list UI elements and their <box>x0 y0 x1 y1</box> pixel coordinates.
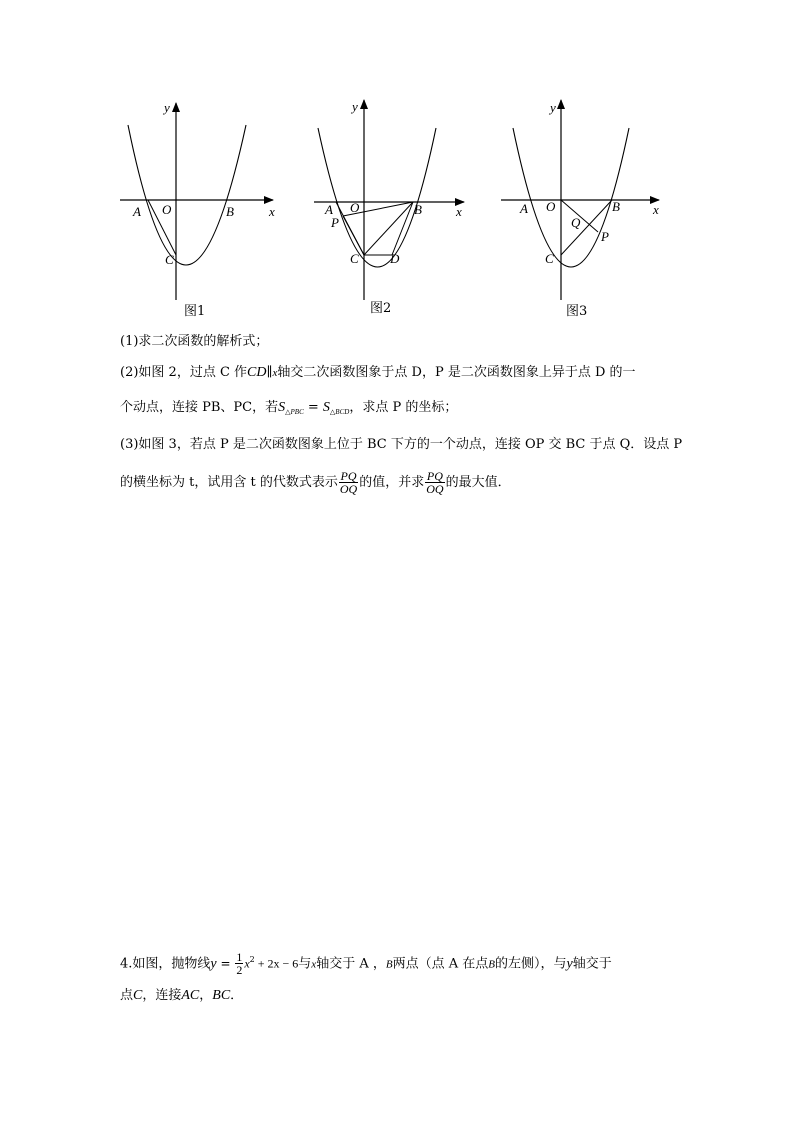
text: ． <box>230 988 244 1003</box>
label-x: x <box>269 204 275 219</box>
label-d: D <box>390 251 400 266</box>
question-3-line-1 <box>120 436 682 454</box>
label-o: O <box>546 199 556 214</box>
label-b: B <box>226 204 234 219</box>
fraction-denominator: OQ <box>339 482 358 496</box>
fraction-numerator: PQ <box>426 469 443 483</box>
label-y: y <box>352 99 358 114</box>
text: 两点（点 A 在点 <box>392 956 489 972</box>
math-ac: AC <box>181 988 200 1003</box>
label-x: x <box>456 204 462 219</box>
parallel-symbol: ∥ <box>266 365 273 380</box>
label-a: A <box>325 202 333 217</box>
parabola <box>513 128 629 267</box>
figure-3 <box>495 92 675 324</box>
math-s-pbc: S <box>278 400 286 415</box>
math-y-2: y <box>566 956 573 972</box>
segment-bd <box>392 202 413 255</box>
text: 的横坐标为 t，试用含 t 的代数式表示 <box>120 475 338 490</box>
segment-pc <box>343 216 364 255</box>
math-x: x <box>272 367 278 379</box>
text: ，求点 P 的坐标； <box>349 400 458 415</box>
problem-4-line-2 <box>120 987 243 1005</box>
text: 的最大值． <box>445 475 511 490</box>
math-b: B <box>385 958 393 971</box>
text: 与 <box>298 956 312 972</box>
question-1 <box>120 333 268 351</box>
question-2-line-1 <box>120 364 636 382</box>
math-cd: CD <box>247 365 267 380</box>
text: 轴交于 <box>572 956 612 972</box>
label-c: C <box>350 251 359 266</box>
fraction-denominator: 2 <box>236 963 243 978</box>
fraction-pq-oq <box>339 470 358 495</box>
question-1-text: (1)求二次函数的解析式； <box>120 334 269 349</box>
text: (2)如图 2，过点 C 作 <box>120 365 248 380</box>
math-s-bcd-sub: △BCD <box>329 408 350 416</box>
label-x: x <box>653 202 659 217</box>
fraction-one-half <box>235 951 243 976</box>
label-y: y <box>164 100 170 115</box>
label-p: P <box>331 215 339 230</box>
label-b: B <box>414 202 422 217</box>
math-s-bcd: S <box>322 400 330 415</box>
figure-2 <box>306 92 486 322</box>
figure-1-caption: 图1 <box>184 304 206 319</box>
question-2-line-2 <box>120 399 457 421</box>
segment-bc <box>561 200 612 255</box>
figure-3-caption: 图3 <box>566 304 588 319</box>
fraction-pq-oq-2 <box>425 470 444 495</box>
math-c: C <box>133 988 143 1003</box>
math-equals: = <box>303 400 323 415</box>
math-exponent: 2 <box>249 955 255 964</box>
label-c: C <box>165 252 174 267</box>
text: 点 <box>120 988 134 1003</box>
text: 个动点，连接 PB、PC，若 <box>120 400 279 415</box>
parabola <box>128 125 246 265</box>
text: 的左侧），与 <box>494 956 567 972</box>
label-a: A <box>520 201 528 216</box>
math-y: y <box>210 956 217 972</box>
fraction-denominator: OQ <box>426 482 444 496</box>
text: ，连接 <box>142 988 182 1003</box>
text: ， <box>199 988 213 1003</box>
label-y: y <box>550 100 556 115</box>
label-o: O <box>350 200 360 215</box>
label-p: P <box>601 229 609 244</box>
problem-4-line-1 <box>120 943 612 981</box>
math-rest: + 2x − 6 <box>254 956 299 971</box>
math-s-pbc-sub: △PBC <box>285 408 304 416</box>
math-b-2: B <box>488 958 495 971</box>
text: 的值，并求 <box>359 475 425 490</box>
figure-1 <box>110 95 290 325</box>
question-3-line-2 <box>120 466 511 500</box>
fraction-numerator: PQ <box>340 469 357 483</box>
math-x: x <box>244 956 250 971</box>
text: 轴交二次函数图象于点 D，P 是二次函数图象上异于点 D 的一 <box>277 365 636 380</box>
fraction-numerator: 1 <box>236 950 243 965</box>
math-x-2: x <box>311 958 317 971</box>
math-equals: = <box>216 956 235 971</box>
text: (3)如图 3，若点 P 是二次函数图象上位于 BC 下方的一个动点，连接 OP 交 BC 于点 Q．设点 P <box>120 437 683 452</box>
figure-2-caption: 图2 <box>370 301 392 316</box>
label-a: A <box>133 204 141 219</box>
text: 轴交于 A ， <box>316 956 386 972</box>
label-c: C <box>545 251 554 266</box>
label-q: Q <box>571 215 581 230</box>
label-b: B <box>612 199 620 214</box>
text: 4.如图，抛物线 <box>120 956 211 972</box>
label-o: O <box>162 202 172 217</box>
parabola <box>318 128 436 267</box>
math-bc: BC <box>212 988 231 1003</box>
